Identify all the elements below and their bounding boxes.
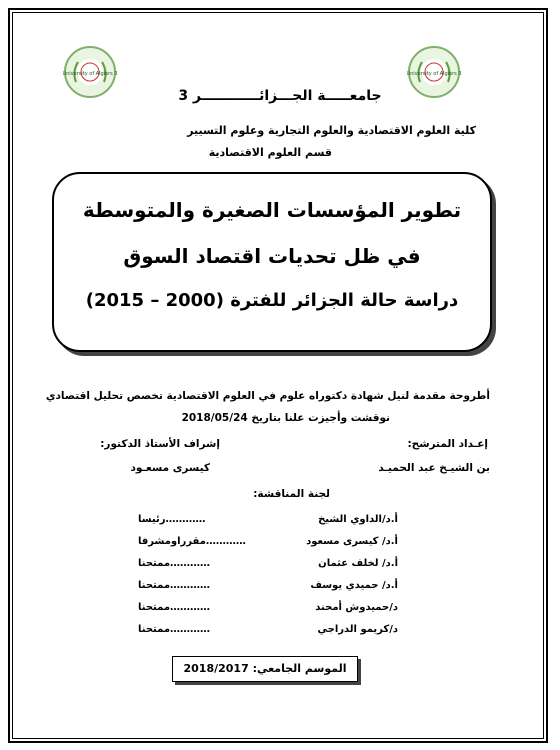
university-name: جامعـــــة الجـــزائــــــــــــر 3 <box>178 88 382 104</box>
jury-role: …………ممتحنا <box>138 602 211 613</box>
jury-row <box>138 602 398 618</box>
jury-member: أ.د/ كيسرى مسعود <box>306 536 398 547</box>
jury-member: أ.د/ حميدي يوسف <box>310 580 398 591</box>
jury-title: لجنة المناقشة: <box>253 488 330 500</box>
jury-role: …………ممتحنا <box>138 558 211 569</box>
jury-role: …………مقرراومشرفا <box>138 536 246 547</box>
jury-member: أ.د/الداوي الشيخ <box>318 514 398 525</box>
preparer-name: بن الشيـخ عبد الحميـد <box>378 462 490 474</box>
jury-row <box>138 558 398 574</box>
jury-row <box>138 514 398 530</box>
department-name: قسم العلوم الاقتصادية <box>208 146 332 159</box>
academic-season: الموسم الجامعي: 2018/2017 <box>172 656 358 682</box>
title-box <box>52 172 492 352</box>
title-line-3: دراسة حالة الجزائر للفترة (2000 – 2015) <box>85 290 459 311</box>
jury-member: أ.د/ لخلف عثمان <box>318 558 398 569</box>
logo-text: University of Algiers 3 <box>62 71 118 77</box>
logo-text: University of Algiers 3 <box>406 71 462 77</box>
laurel-icon <box>62 48 118 96</box>
university-logo-right <box>408 46 460 98</box>
thesis-description: أطروحة مقدمة لنيل شهادة دكتوراه علوم في العلوم الاقتصادية تخصص تحليل اقتصادي <box>45 390 490 402</box>
preparer-label: إعـداد المترشح: <box>407 438 488 450</box>
title-line-1: تطوير المؤسسات الصغيرة والمتوسطة <box>82 198 462 222</box>
jury-role: …………ممتحنا <box>138 624 211 635</box>
jury-member: د/حميدوش أمحند <box>315 602 398 613</box>
jury-row <box>138 536 398 552</box>
jury-row <box>138 580 398 596</box>
jury-role: …………ممتحنا <box>138 580 211 591</box>
supervisor-name: كيسرى مسعـود <box>130 462 210 474</box>
faculty-name: كلية العلوم الاقتصادية والعلوم التجارية وعلوم التسيير <box>187 124 476 137</box>
laurel-icon <box>406 48 462 96</box>
jury-member: د/كريمو الدراجي <box>317 624 398 635</box>
defense-date: نوقشت وأجيزت علنا بتاريخ 2018/05/24 <box>181 412 390 424</box>
university-logo-left <box>64 46 116 98</box>
title-line-2: في ظل تحديات اقتصاد السوق <box>123 244 421 268</box>
jury-role: …………رئيسا <box>138 514 206 525</box>
supervisor-label: إشراف الأستاذ الدكتور: <box>100 438 220 450</box>
jury-row <box>138 624 398 640</box>
